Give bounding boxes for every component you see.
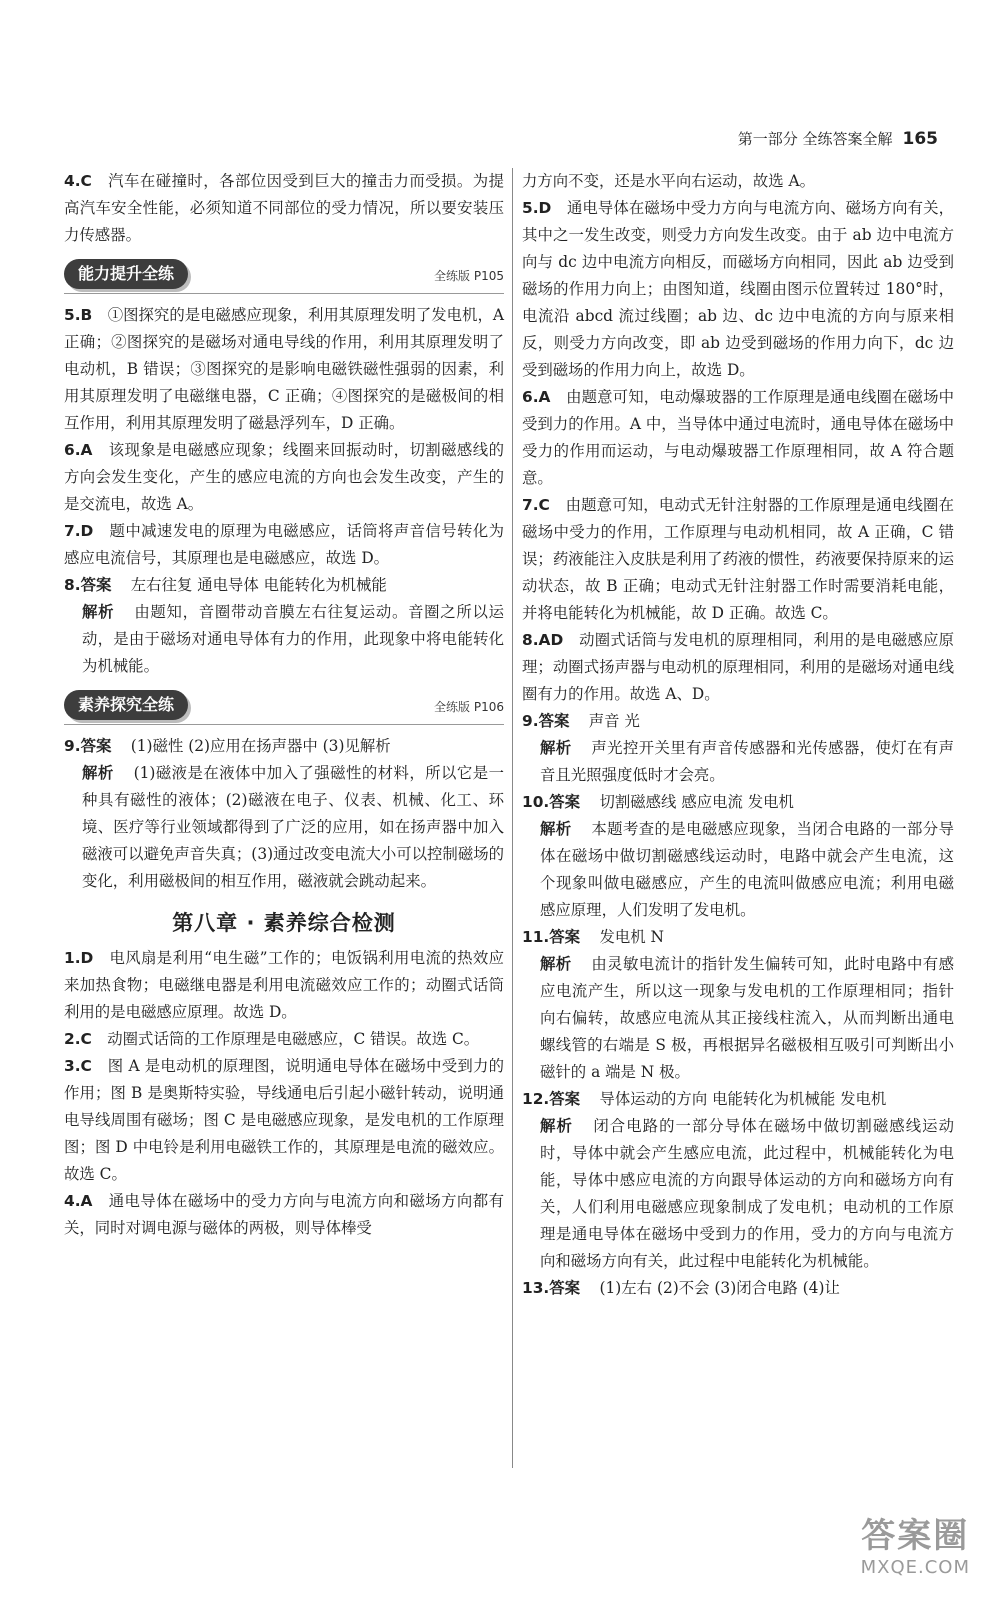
test-answer-10: 10.答案 切割磁感线 感应电流 发电机 [522,793,794,811]
test-answer-12: 12.答案 导体运动的方向 电能转化为机械能 发电机 [522,1090,887,1108]
test-answer-1: 1.D 电风扇是利用“电生磁”工作的；电饭锅利用电流的热效应来加热食物；电磁继电器是利用电流磁效应工作的；动圈式话筒利用的是电磁感应原理。故选 D。 [64,949,504,1021]
section-title: 素养探究全练 [64,690,188,720]
test-answer-6: 6.A 由题意可知，电动爆玻器的工作原理是通电线圈在磁场中受到力的作用。A 中，当导体中通过电流时，通电导体在磁场中受力的作用而运动，与电动爆玻器工作原理相同，故 A 符合题意。 [522,388,954,487]
section-title: 能力提升全练 [64,259,188,289]
page-header [738,128,938,149]
test-explain-12: 解析 闭合电路的一部分导体在磁场中做切割磁感线运动时，导体中就会产生感应电流，此过程中，机械能转化为电能，导体中感应电流的方向跟导体运动的方向和磁场方向有关，人们利用电磁感应现象制成了发电机；电动机的工作原理是通电导体在磁场中受到力的作用，受力的方向与电流方向和磁场方向有关，此过程中电能转化为机械能。 [540,1117,954,1270]
test-explain-9: 解析 声光控开关里有声音传感器和光传感器，使灯在有声音且光照强度低时才会亮。 [540,739,954,784]
test-answer-4: 4.A 通电导体在磁场中的受力方向与电流方向和磁场方向都有关，同时对调电源与磁体的两极，则导体棒受 [64,1192,504,1237]
section-ability [64,259,504,294]
header-text: 第一部分 全练答案全解 [737,130,893,148]
section-ref: 全练版 P105 [434,269,504,283]
answer-6: 6.A 该现象是电磁感应现象；线圈来回振动时，切割磁感线的方向会发生变化，产生的感应电流的方向也会发生改变，产生的是交流电，故选 A。 [64,441,504,513]
test-answer-13: 13.答案 (1)左右 (2)不会 (3)闭合电路 (4)让 [522,1279,840,1297]
corner-watermark [861,1508,970,1578]
answer-8: 8.答案 左右往复 通电导体 电能转化为机械能 [64,576,387,594]
test-answer-7: 7.C 由题意可知，电动式无针注射器的工作原理是通电线圈在磁场中受力的作用，工作原理与电动机相同，故 A 正确，C 错误；药液能注入皮肤是利用了药液的惯性，药液要保持原来的运动状态，故 B 正确；电动式无针注射器工作时需要消耗电能，并将电能转化为机械能，故 D 正确。故选 C。 [522,496,954,622]
section-literacy [64,690,504,725]
test-explain-11: 解析 由灵敏电流计的指针发生偏转可知，此时电路中有感应电流产生，所以这一现象与发电机的工作原理相同；指针向右偏转，故感应电流从其正接线柱流入，从而判断出通电螺线管的右端是 S 极，再根据异名磁极相互吸引可判断出小磁针的 a 端是 N 极。 [540,955,954,1081]
section-ref: 全练版 P106 [434,700,504,714]
test-answer-2: 2.C 动圈式话筒的工作原理是电磁感应，C 错误。故选 C。 [64,1030,480,1048]
column-divider [512,168,513,1468]
right-column [522,168,954,1302]
watermark-url: MXQE.COM [860,1557,970,1578]
page-number: 165 [902,129,938,149]
test-answer-5: 5.D 通电导体在磁场中受力方向与电流方向、磁场方向有关，其中之一发生改变，则受力方向发生改变。由于 ab 边中电流方向与 dc 边中电流方向相反，而磁场方向相同，因此 ab 边受到磁场的作用力向上；由图知道，线圈由图示位置转过 180°时，电流沿 abcd 流过线圈；ab 边、dc 边中电流的方向与原来相反，则受力方向改变，即 ab 边受到磁场的作用力向下，dc 边受到磁场的作用力向上，故选 D。 [522,199,954,379]
left-column [64,168,504,1242]
explain-8: 解析 由题知，音圈带动音膜左右往复运动。音圈之所以运动，是由于磁场对通电导体有力的作用，此现象中将电能转化为机械能。 [82,603,504,675]
test-explain-10: 解析 本题考查的是电磁感应现象，当闭合电路的一部分导体在磁场中做切割磁感线运动时，电路中就会产生电流，这个现象叫做电磁感应，产生的电流叫做感应电流；利用电磁感应原理，人们发明了发电机。 [540,820,954,919]
answer-9: 9.答案 (1)磁性 (2)应用在扬声器中 (3)见解析 [64,737,391,755]
chapter-title: 第八章 · 素养综合检测 [172,911,396,935]
answer-7: 7.D 题中减速发电的原理为电磁感应，话筒将声音信号转化为感应电流信号，其原理也是电磁感应，故选 D。 [64,522,504,567]
explain-9: 解析 (1)磁液是在液体中加入了强磁性的材料，所以它是一种具有磁性的液体；(2)磁液在电子、仪表、机械、化工、环境、医疗等行业领域都得到了广泛的应用，如在扬声器中加入磁液可以避免声音失真；(3)通过改变电流大小可以控制磁场的变化，利用磁极间的相互作用，磁液就会跳动起来。 [82,764,504,890]
continued-text: 力方向不变，还是水平向右运动，故选 A。 [522,172,816,190]
test-answer-8: 8.AD 动圈式话筒与发电机的原理相同，利用的是电磁感应原理；动圈式扬声器与电动机的原理相同，利用的是磁场对通电线圈有力的作用。故选 A、D。 [522,631,954,703]
answer-5: 5.B ①图探究的是电磁感应现象，利用其原理发明了发电机，A 正确；②图探究的是磁场对通电导线的作用，利用其原理发明了电动机，B 错误；③图探究的是影响电磁铁磁性强弱的因素，利用其原理发明了电磁继电器，C 正确；④图探究的是磁极间的相互作用，利用其原理发明了磁悬浮列车，D 正确。 [64,306,504,432]
test-answer-9: 9.答案 声音 光 [522,712,640,730]
test-answer-11: 11.答案 发电机 N [522,928,664,946]
test-answer-3: 3.C 图 A 是电动机的原理图，说明通电导体在磁场中受到力的作用；图 B 是奥斯特实验，导线通电后引起小磁针转动，说明通电导线周围有磁场；图 C 是电磁感应现象，是发电机的工作原理图；图 D 中电铃是利用电磁铁工作的，其原理是电流的磁效应。故选 C。 [64,1057,504,1183]
watermark-logo: 答案圈 [861,1516,970,1556]
answer-4: 4.C 汽车在碰撞时，各部位因受到巨大的撞击力而受损。为提高汽车安全性能，必须知道不同部位的受力情况，所以要安装压力传感器。 [64,172,504,244]
